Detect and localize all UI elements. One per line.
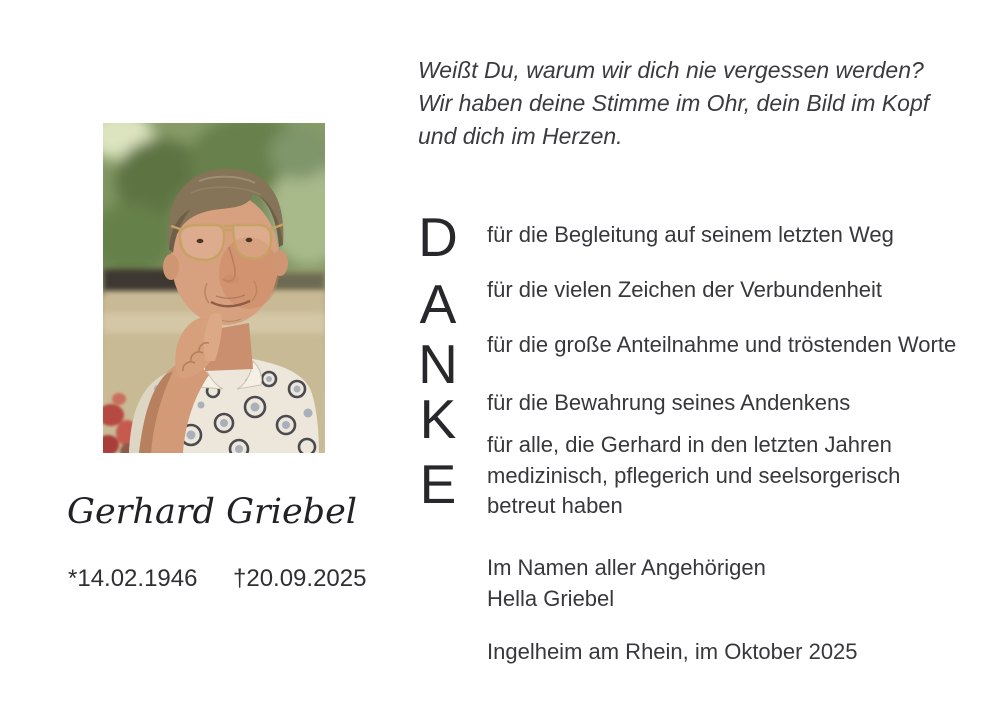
thanks-line-5a: für alle, die Gerhard in den letzten Jahren bbox=[487, 432, 892, 457]
portrait-photo bbox=[103, 123, 325, 453]
closing-on-behalf: Im Namen aller Angehörigen bbox=[487, 555, 766, 580]
thanks-line-4: für die Bewahrung seines Andenkens bbox=[487, 390, 851, 415]
memorial-quote bbox=[418, 54, 929, 153]
thanks-line-2: für die vielen Zeichen der Verbundenheit bbox=[487, 277, 883, 302]
thanks-line-5b: medizinisch, pflegerich und seelsorgerisch bbox=[487, 462, 901, 488]
closing-signatory: Hella Griebel bbox=[487, 586, 615, 611]
thanks-line-1: für die Begleitung auf seinem letzten Weg bbox=[487, 222, 894, 247]
danke-letter-d: D bbox=[418, 206, 458, 268]
death-date: †20.09.2025 bbox=[233, 565, 367, 592]
deceased-name: Gerhard Griebel bbox=[67, 492, 357, 532]
closing-place-date: Ingelheim am Rhein, im Oktober 2025 bbox=[487, 639, 858, 664]
danke-letter-k: K bbox=[419, 388, 457, 450]
birth-date: *14.02.1946 bbox=[68, 565, 198, 592]
quote-line-3: und dich im Herzen. bbox=[418, 123, 623, 149]
thanks-line-3: für die große Anteilnahme und tröstenden Worte bbox=[487, 332, 957, 357]
quote-line-2: Wir haben deine Stimme im Ohr, dein Bild im Kopf bbox=[418, 90, 930, 116]
portrait-illustration bbox=[103, 123, 325, 453]
quote-line-1: Weißt Du, warum wir dich nie vergessen werden? bbox=[418, 57, 924, 83]
danke-letter-n: N bbox=[418, 333, 458, 395]
danke-letter-e: E bbox=[419, 453, 457, 515]
danke-letter-a: A bbox=[419, 273, 457, 335]
thanks-line-5c: betreut haben bbox=[487, 493, 623, 518]
thanks-line-5 bbox=[487, 430, 900, 522]
